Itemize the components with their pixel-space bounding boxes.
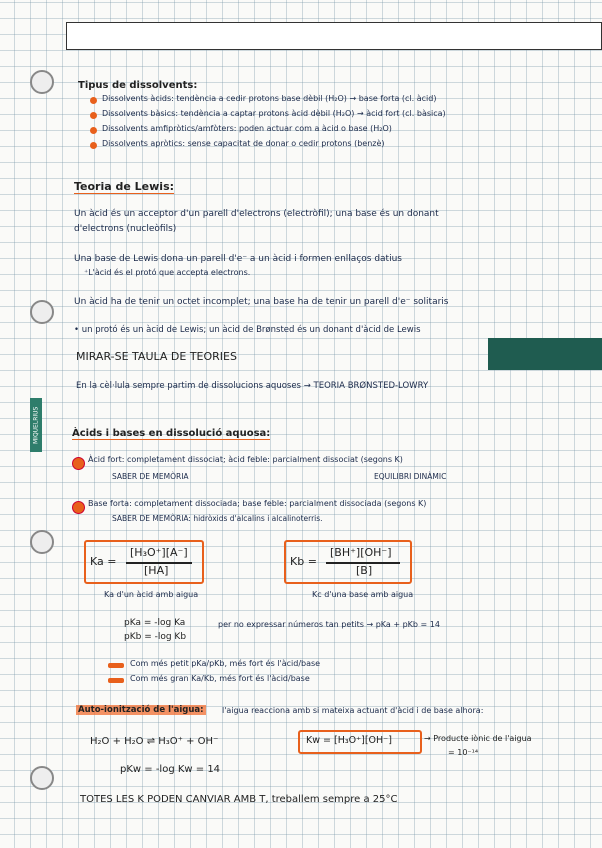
brand-logo: MIQUELRIUS [30,398,42,452]
pkb-formula: pKb = -log Kb [124,632,187,642]
kb-label: Kb = [290,555,317,568]
saber-memoria: SABER DE MEMÒRIA: hidròxids d'alcalins i alcalinoterris. [112,514,323,523]
dissolvent-item: Dissolvents àcids: tendència a cedir protons base dèbil (H₂O) → base forta (cl. àcid) [102,94,437,103]
equilibri-dinamic: EQUILIBRI DINÀMIC [374,472,447,481]
highlight-bar [108,663,124,668]
kb-note: Kc d'una base amb aigua [312,590,414,599]
ka-formula-box [84,540,204,584]
bullet [90,127,97,134]
final-note: TOTES LES K PODEN CANVIAR AMB T, treballem sempre a 25°C [80,794,398,805]
dissolvent-item: Dissolvents amfipròtics/amfòters: poden actuar com a àcid o base (H₂O) [102,124,392,133]
kb-numerator: [BH⁺][OH⁻] [330,546,392,559]
lewis-line: Un àcid és un acceptor d'un parell d'electrons (electròfil); una base és un donant [74,209,439,219]
bullet [72,501,85,514]
bullet [90,142,97,149]
aigua-desc: l'aigua reacciona amb si mateixa actuant d'àcid i de base alhora: [222,706,484,715]
aigua-title: Auto-ionització de l'aigua: [78,705,204,715]
pka-formula: pKa = -log Ka [124,618,186,628]
lewis-line: Una base de Lewis dona un parell d'e⁻ a un àcid i formen enllaços datius [74,254,402,264]
kw-value: = 10⁻¹⁴ [448,748,479,757]
lewis-title: Teoria de Lewis: [74,180,175,193]
ka-note: Ka d'un àcid amb aigua [104,590,199,599]
pkw-formula: pKw = -log Kw = 14 [120,764,221,775]
mirar-taula: MIRAR-SE TAULA DE TEORIES [76,350,237,363]
binder-hole [30,766,54,790]
kb-formula-box [284,540,412,584]
kb-denominator: [B] [356,564,373,577]
bullet [90,112,97,119]
kw-formula-box [298,730,422,754]
cellula-line: En la cèl·lula sempre partim de dissolucions aquoses → TEORIA BRØNSTED-LOWRY [76,381,429,391]
kw-formula: Kw = [H₃O⁺][OH⁻] [306,735,392,746]
gran-line: Com més gran Ka/Kb, més fort és l'àcid/base [130,674,310,683]
dissolvents-title: Tipus de dissolvents: [78,80,198,91]
highlight-bar [108,678,124,683]
lewis-line: d'electrons (nucleòfils) [74,224,177,234]
lewis-line: ⁺L'àcid és el protó que accepta electrons. [84,268,251,277]
lewis-line: Un àcid ha de tenir un octet incomplet; una base ha de tenir un parell d'e⁻ solitaris [74,297,449,307]
ka-numerator: [H₃O⁺][A⁻] [130,546,188,559]
saber-memoria: SABER DE MEMÒRIA [112,472,189,481]
bullet [72,457,85,470]
pk-note: per no expressar números tan petits → pKa + pKb = 14 [218,620,440,629]
ka-denominator: [HA] [144,564,169,577]
petit-line: Com més petit pKa/pKb, més fort és l'àcid/base [130,659,321,668]
dissolvent-item: Dissolvents apròtics: sense capacitat de donar o cedir protons (benzè) [102,139,385,148]
ka-label: Ka = [90,555,117,568]
dissolvent-item: Dissolvents bàsics: tendència a captar protons àcid dèbil (H₂O) → àcid fort (cl. bàsica) [102,109,446,118]
bullet [90,97,97,104]
binder-hole [30,300,54,324]
lewis-line: • un protó és un àcid de Lewis; un àcid de Brønsted és un donant d'àcid de Lewis [74,325,421,335]
green-tab [488,338,602,370]
binder-hole [30,530,54,554]
aigua-reaction: H₂O + H₂O ⇌ H₃O⁺ + OH⁻ [90,736,219,747]
aquosa-title: Àcids i bases en dissolució aquosa: [72,428,271,439]
header-box [66,22,602,50]
binder-hole [30,70,54,94]
acid-fort-line: Àcid fort: completament dissociat; àcid feble: parcialment dissociat (segons K) [88,455,403,464]
base-forta-line: Base forta: completament dissociada; base feble: parcialment dissociada (segons K) [88,499,427,508]
kw-note: → Producte iònic de l'aigua [424,734,532,743]
